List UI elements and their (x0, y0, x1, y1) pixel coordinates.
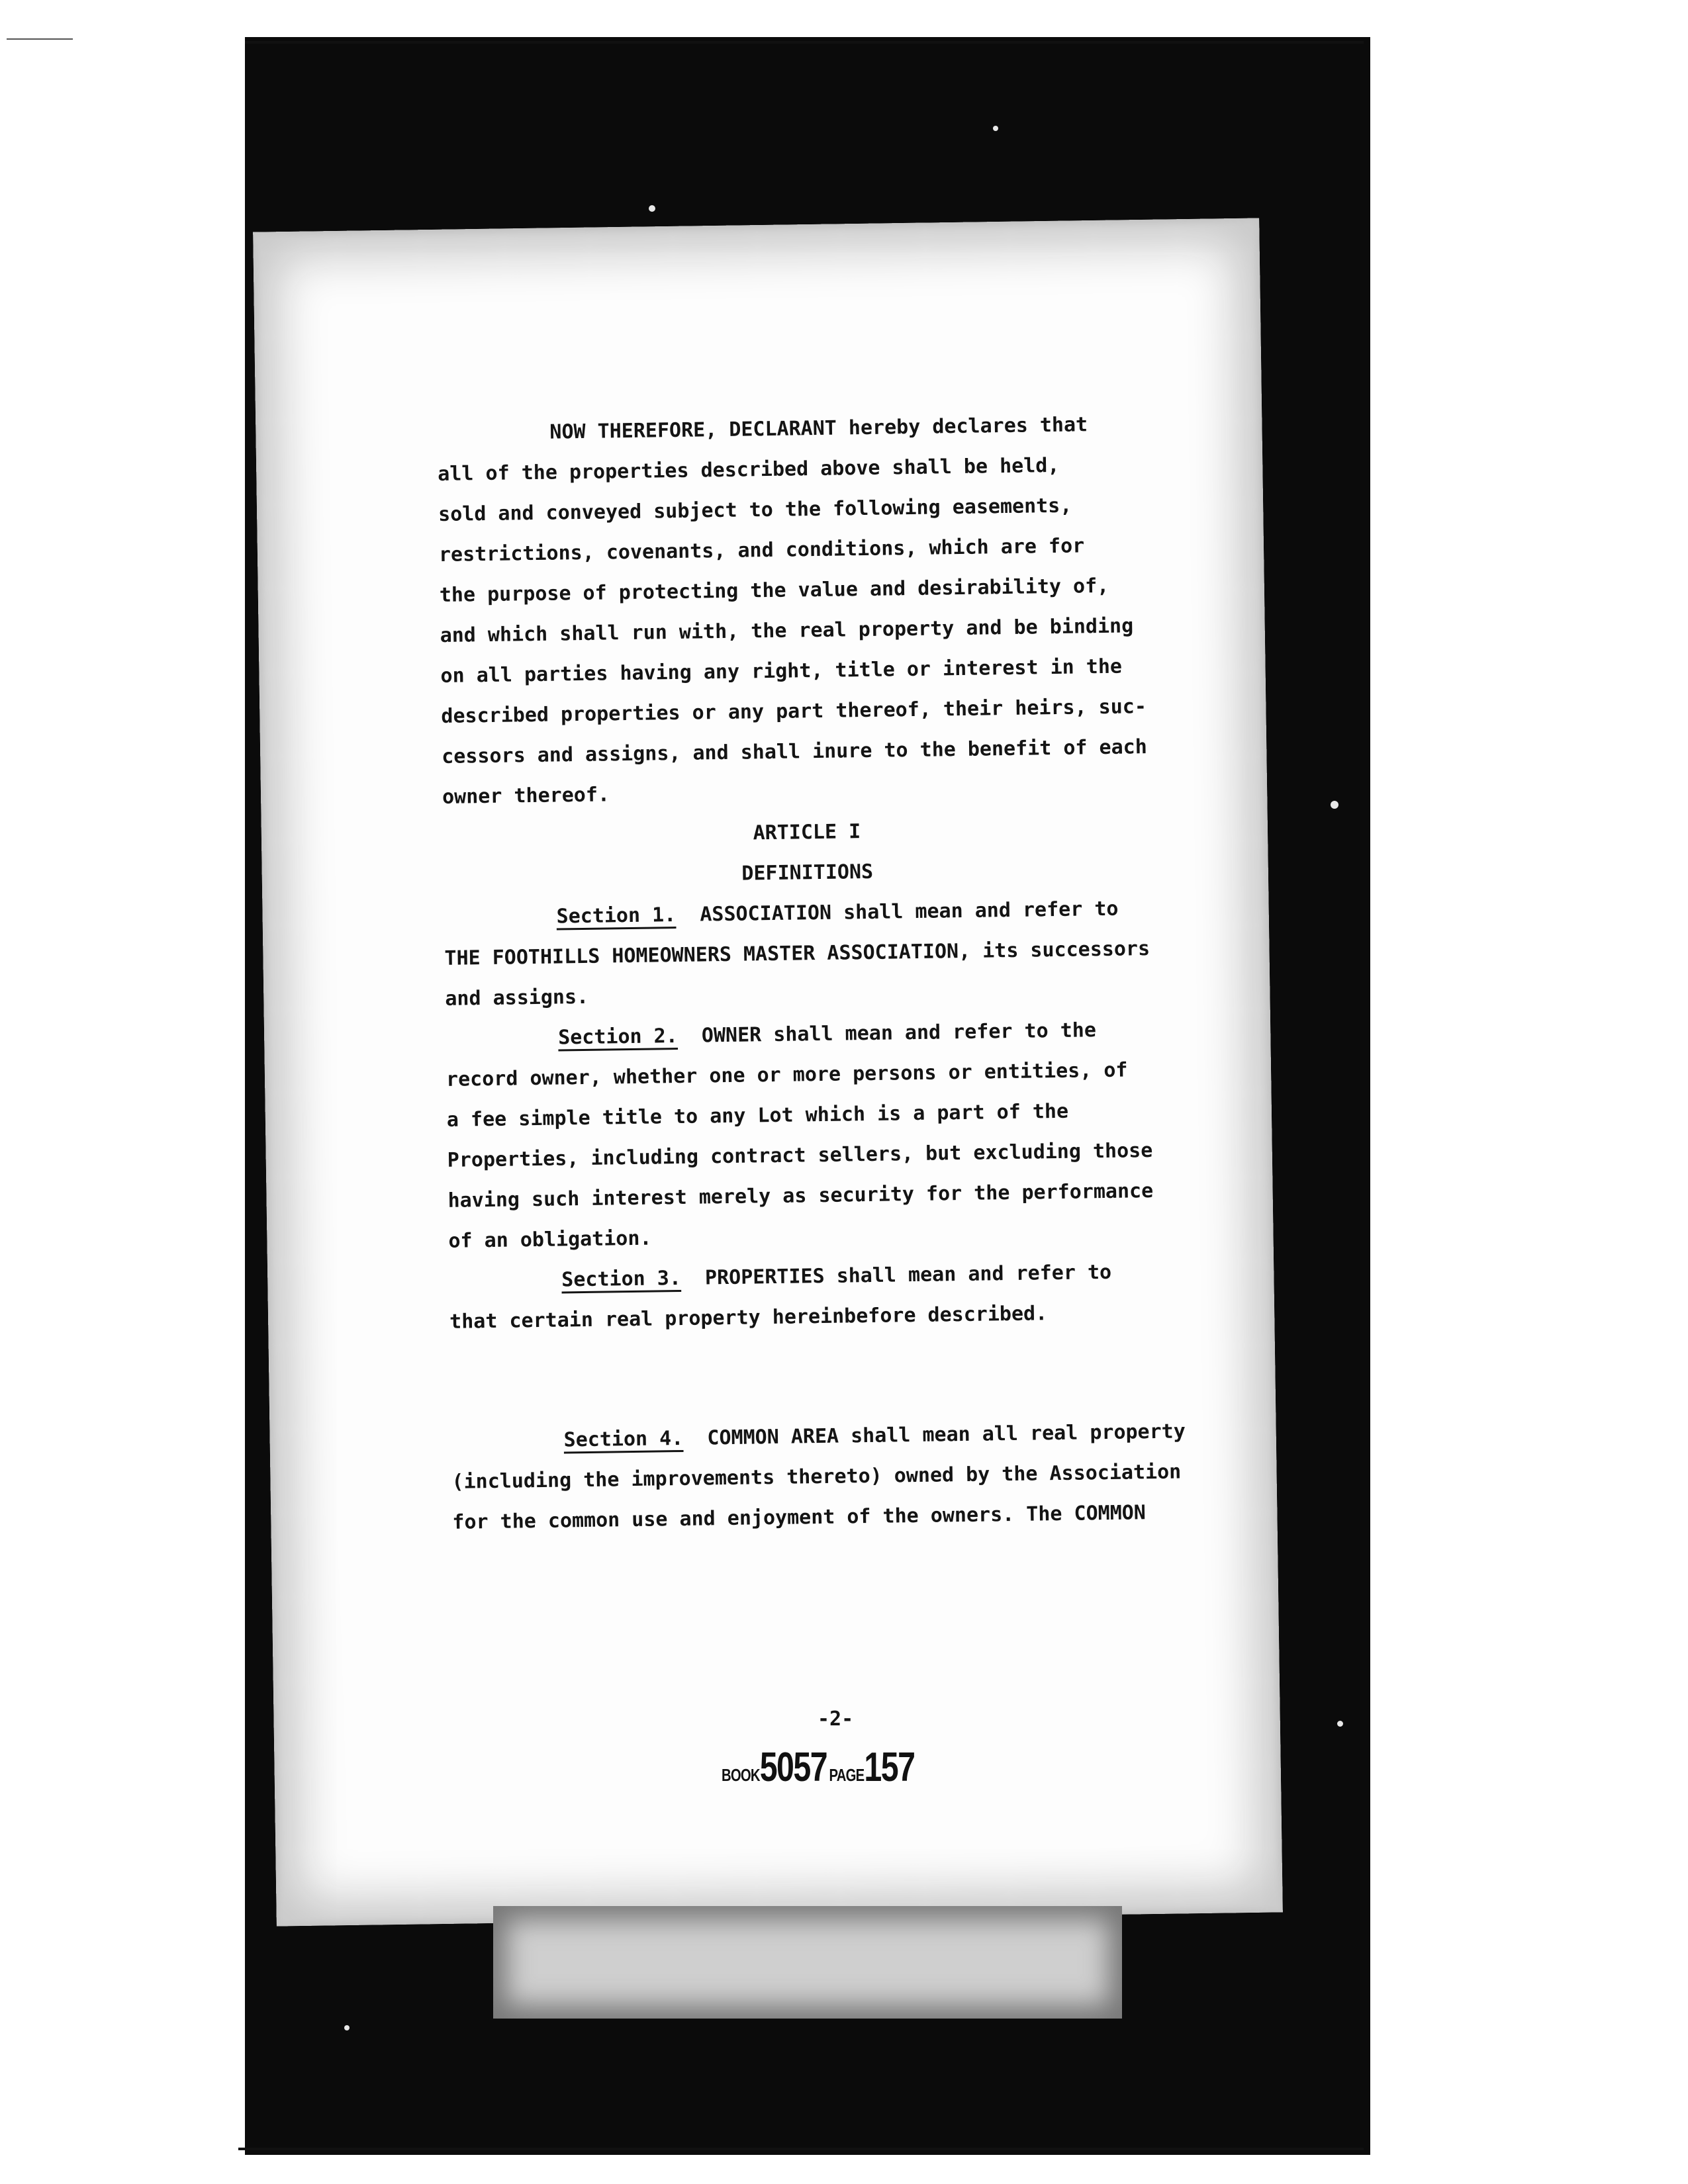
section-1-label: Section 1. (556, 903, 677, 929)
section-3-text: PROPERTIES shall mean and refer to (704, 1260, 1112, 1290)
paragraph-line: sold and conveyed subject to the following easements, (438, 494, 1072, 526)
paragraph-line: restrictions, covenants, and conditions, which are for (438, 534, 1085, 567)
section-line: THE FOOTHILLS HOMEOWNERS MASTER ASSOCIATION, its successors (444, 937, 1150, 970)
section-3-label: Section 3. (561, 1266, 682, 1292)
section-2-label: Section 2. (557, 1024, 679, 1050)
section-line: and assigns. (445, 985, 589, 1011)
section-line: Properties, including contract sellers, but excluding those (447, 1139, 1153, 1172)
section-line: (including the improvements thereto) owned by the Association (451, 1460, 1182, 1494)
book-page-stamp (722, 1744, 914, 1791)
page-label: PAGE (829, 1765, 865, 1785)
section-line: for the common use and enjoyment of the owners. The COMMON (452, 1501, 1147, 1534)
section-line: that certain real property hereinbefore described. (449, 1302, 1048, 1334)
frame-top-rule (245, 41, 1364, 44)
section-line: a fee simple title to any Lot which is a part of the (446, 1099, 1069, 1132)
section-2-text: OWNER shall mean and refer to the (701, 1019, 1097, 1048)
section-line: having such interest merely as security for the performance (447, 1179, 1154, 1212)
paragraph-line: NOW THEREFORE, DECLARANT hereby declares that (549, 413, 1088, 444)
article-heading: ARTICLE I (753, 820, 861, 845)
page-number: -2- (818, 1707, 854, 1731)
book-number: 5057 (759, 1745, 827, 1790)
section-4-text: COMMON AREA shall mean all real property (707, 1420, 1186, 1450)
frame-bottom-rule (238, 2148, 1364, 2150)
scan-smudge (493, 1906, 1122, 2019)
section-line: record owner, whether one or more persons or entities, of (445, 1058, 1128, 1091)
paragraph-line: owner thereof. (442, 783, 610, 809)
paragraph-line: cessors and assigns, and shall inure to the benefit of each (441, 735, 1148, 768)
paragraph-line: all of the properties described above shall be held, (438, 453, 1060, 486)
paragraph-line: and which shall run with, the real property and be binding (440, 614, 1134, 647)
section-4-label: Section 4. (563, 1426, 684, 1452)
section-line: of an obligation. (448, 1226, 652, 1253)
scan-speck (344, 2025, 350, 2030)
scan-speck (1337, 1721, 1343, 1727)
paragraph-line: described properties or any part thereof, their heirs, suc- (441, 695, 1147, 728)
article-title: DEFINITIONS (741, 860, 874, 886)
book-label: BOOK (722, 1765, 760, 1785)
document-body (437, 403, 1234, 1543)
margin-mark (7, 38, 73, 40)
paragraph-line: on all parties having any right, title or interest in the (440, 655, 1123, 688)
page-ref: 157 (864, 1745, 915, 1790)
section-1-text: ASSOCIATION shall mean and refer to (700, 897, 1119, 927)
scan-speck (993, 126, 998, 131)
section-gap (450, 1331, 1233, 1421)
scan-speck (649, 205, 655, 212)
scan-speck (1331, 801, 1338, 809)
paragraph-line: the purpose of protecting the value and desirability of, (439, 574, 1109, 607)
